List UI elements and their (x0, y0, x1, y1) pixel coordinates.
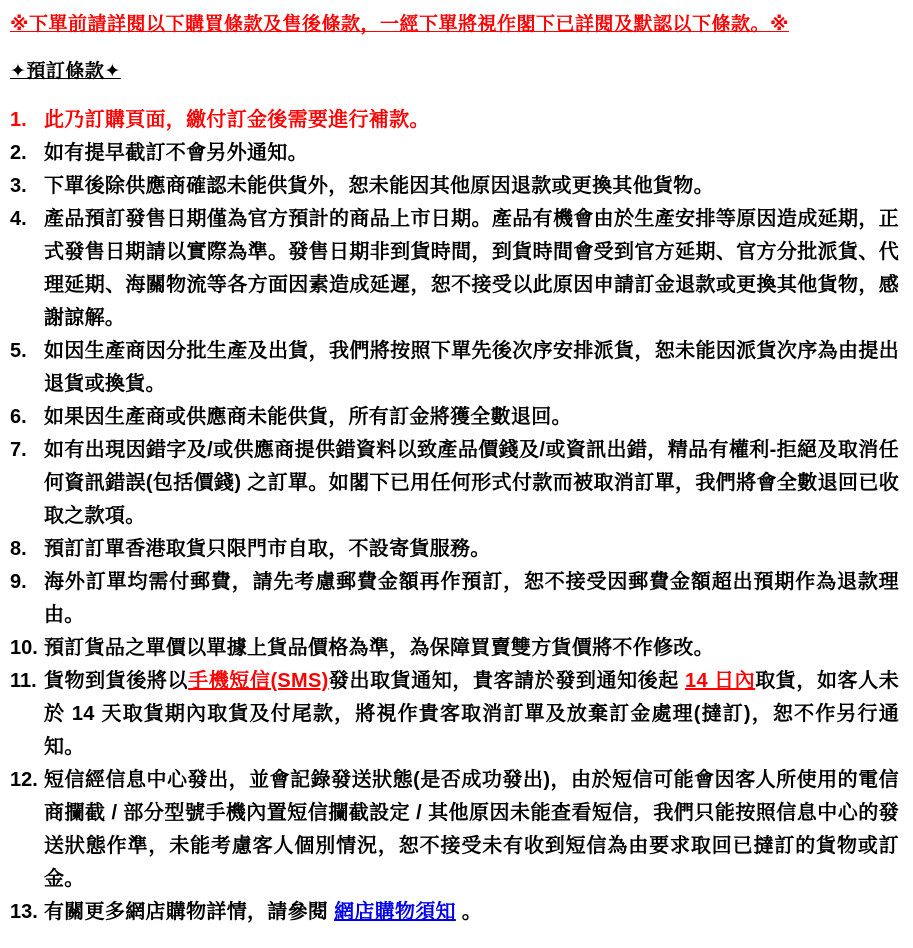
terms-list (10, 104, 899, 929)
term-number: 10. (10, 637, 38, 659)
term-segment: 14 日內 (685, 670, 756, 692)
term-segment: 有關更多網店購物詳情，請參閱 (44, 901, 335, 923)
term-text (44, 401, 899, 434)
term-text (44, 764, 899, 896)
term-segment: 產品預訂發售日期僅為官方預計的商品上市日期。產品有機會由於生產安排等原因造成延期，正式發售日期請以實際為準。發售日期非到貨時間，到貨時間會受到官方延期、官方分批派貨、代理延期、海關物流等各方面因素造成延遲，恕不接受以此原因申請訂金退款或更換其他貨物，感謝諒解。 (44, 208, 899, 329)
term-segment: 貨物到貨後將以 (44, 670, 189, 692)
term-segment: 短信經信息中心發出，並會記錄發送狀態(是否成功發出)，由於短信可能會因客人所使用的電信商攔截 / 部分型號手機內置短信攔截設定 / 其他原因未能查看短信，我們只能按照信息中心的發送狀態作準，未能考慮客人個別情況，恕不接受未有收到短信為由要求取回已撻訂的貨物或訂金。 (44, 769, 899, 890)
term-segment: 。 (455, 901, 483, 923)
term-segment: 如有出現因錯字及/或供應商提供錯資料以致產品價錢及/或資訊出錯，精品有權利-拒絕及取消任何資訊錯誤(包括價錢) 之訂單。如閣下已用任何形式付款而被取消訂單，我們將會全數退回已收取之款項。 (44, 439, 899, 527)
term-text (44, 170, 899, 203)
term-number: 9. (10, 571, 27, 593)
term-number: 13. (10, 901, 38, 923)
term-text (44, 665, 899, 764)
term-item (10, 203, 899, 335)
term-segment: 如有提早截訂不會另外通知。 (44, 142, 308, 164)
term-segment: 下單後除供應商確認未能供貨外，恕未能因其他原因退款或更換其他貨物。 (44, 175, 714, 197)
term-segment: 取貨，如客人未於 14 天取貨期內取貨及付尾款，將視作貴客取消訂單及放棄訂金處理(撻訂)，恕不作另行通知。 (44, 670, 899, 758)
term-text (44, 632, 899, 665)
term-segment: 此乃訂購頁面，繳付訂金後需要進行補款。 (44, 109, 430, 131)
shop-guide-link[interactable]: 網店購物須知 (334, 901, 456, 923)
term-item (10, 170, 899, 203)
term-text (44, 896, 899, 929)
term-number: 12. (10, 769, 38, 791)
term-segment: 發出取貨通知，貴客請於發到通知後起 (328, 670, 686, 692)
term-number: 11. (10, 670, 37, 692)
term-text (44, 104, 899, 137)
term-number: 1. (10, 109, 27, 131)
preorder-terms-heading: ✦預訂條款✦ (10, 61, 121, 82)
term-segment: 預訂訂單香港取貨只限門市自取，不設寄貨服務。 (44, 538, 491, 560)
term-segment: 如因生產商因分批生產及出貨，我們將按照下單先後次序安排派貨，恕未能因派貨次序為由提出退貨或換貨。 (44, 340, 899, 395)
term-item (10, 665, 899, 764)
term-text (44, 335, 899, 401)
term-item (10, 632, 899, 665)
term-item (10, 137, 899, 170)
term-segment: 預訂貨品之單價以單據上貨品價格為準，為保障買賣雙方貨價將不作修改。 (44, 637, 714, 659)
purchase-terms-warning-title: ※下單前請詳閱以下購買條款及售後條款，一經下單將視作閣下已詳閱及默認以下條款。※ (10, 14, 789, 35)
term-item (10, 764, 899, 896)
term-segment: 海外訂單均需付郵費，請先考慮郵費金額再作預訂，恕不接受因郵費金額超出預期作為退款理由。 (44, 571, 899, 626)
term-segment: 手機短信(SMS) (188, 670, 329, 692)
term-item (10, 896, 899, 929)
term-number: 3. (10, 175, 27, 197)
term-text (44, 566, 899, 632)
term-number: 6. (10, 406, 27, 428)
term-item (10, 533, 899, 566)
term-number: 4. (10, 208, 27, 230)
term-number: 5. (10, 340, 27, 362)
term-item (10, 566, 899, 632)
term-text (44, 434, 899, 533)
term-number: 7. (10, 439, 27, 461)
term-item (10, 434, 899, 533)
term-number: 8. (10, 538, 27, 560)
term-segment: 如果因生產商或供應商未能供貨，所有訂金將獲全數退回。 (44, 406, 572, 428)
term-item (10, 104, 899, 137)
term-text (44, 533, 899, 566)
term-item (10, 335, 899, 401)
term-text (44, 137, 899, 170)
term-item (10, 401, 899, 434)
term-number: 2. (10, 142, 27, 164)
term-text (44, 203, 899, 335)
